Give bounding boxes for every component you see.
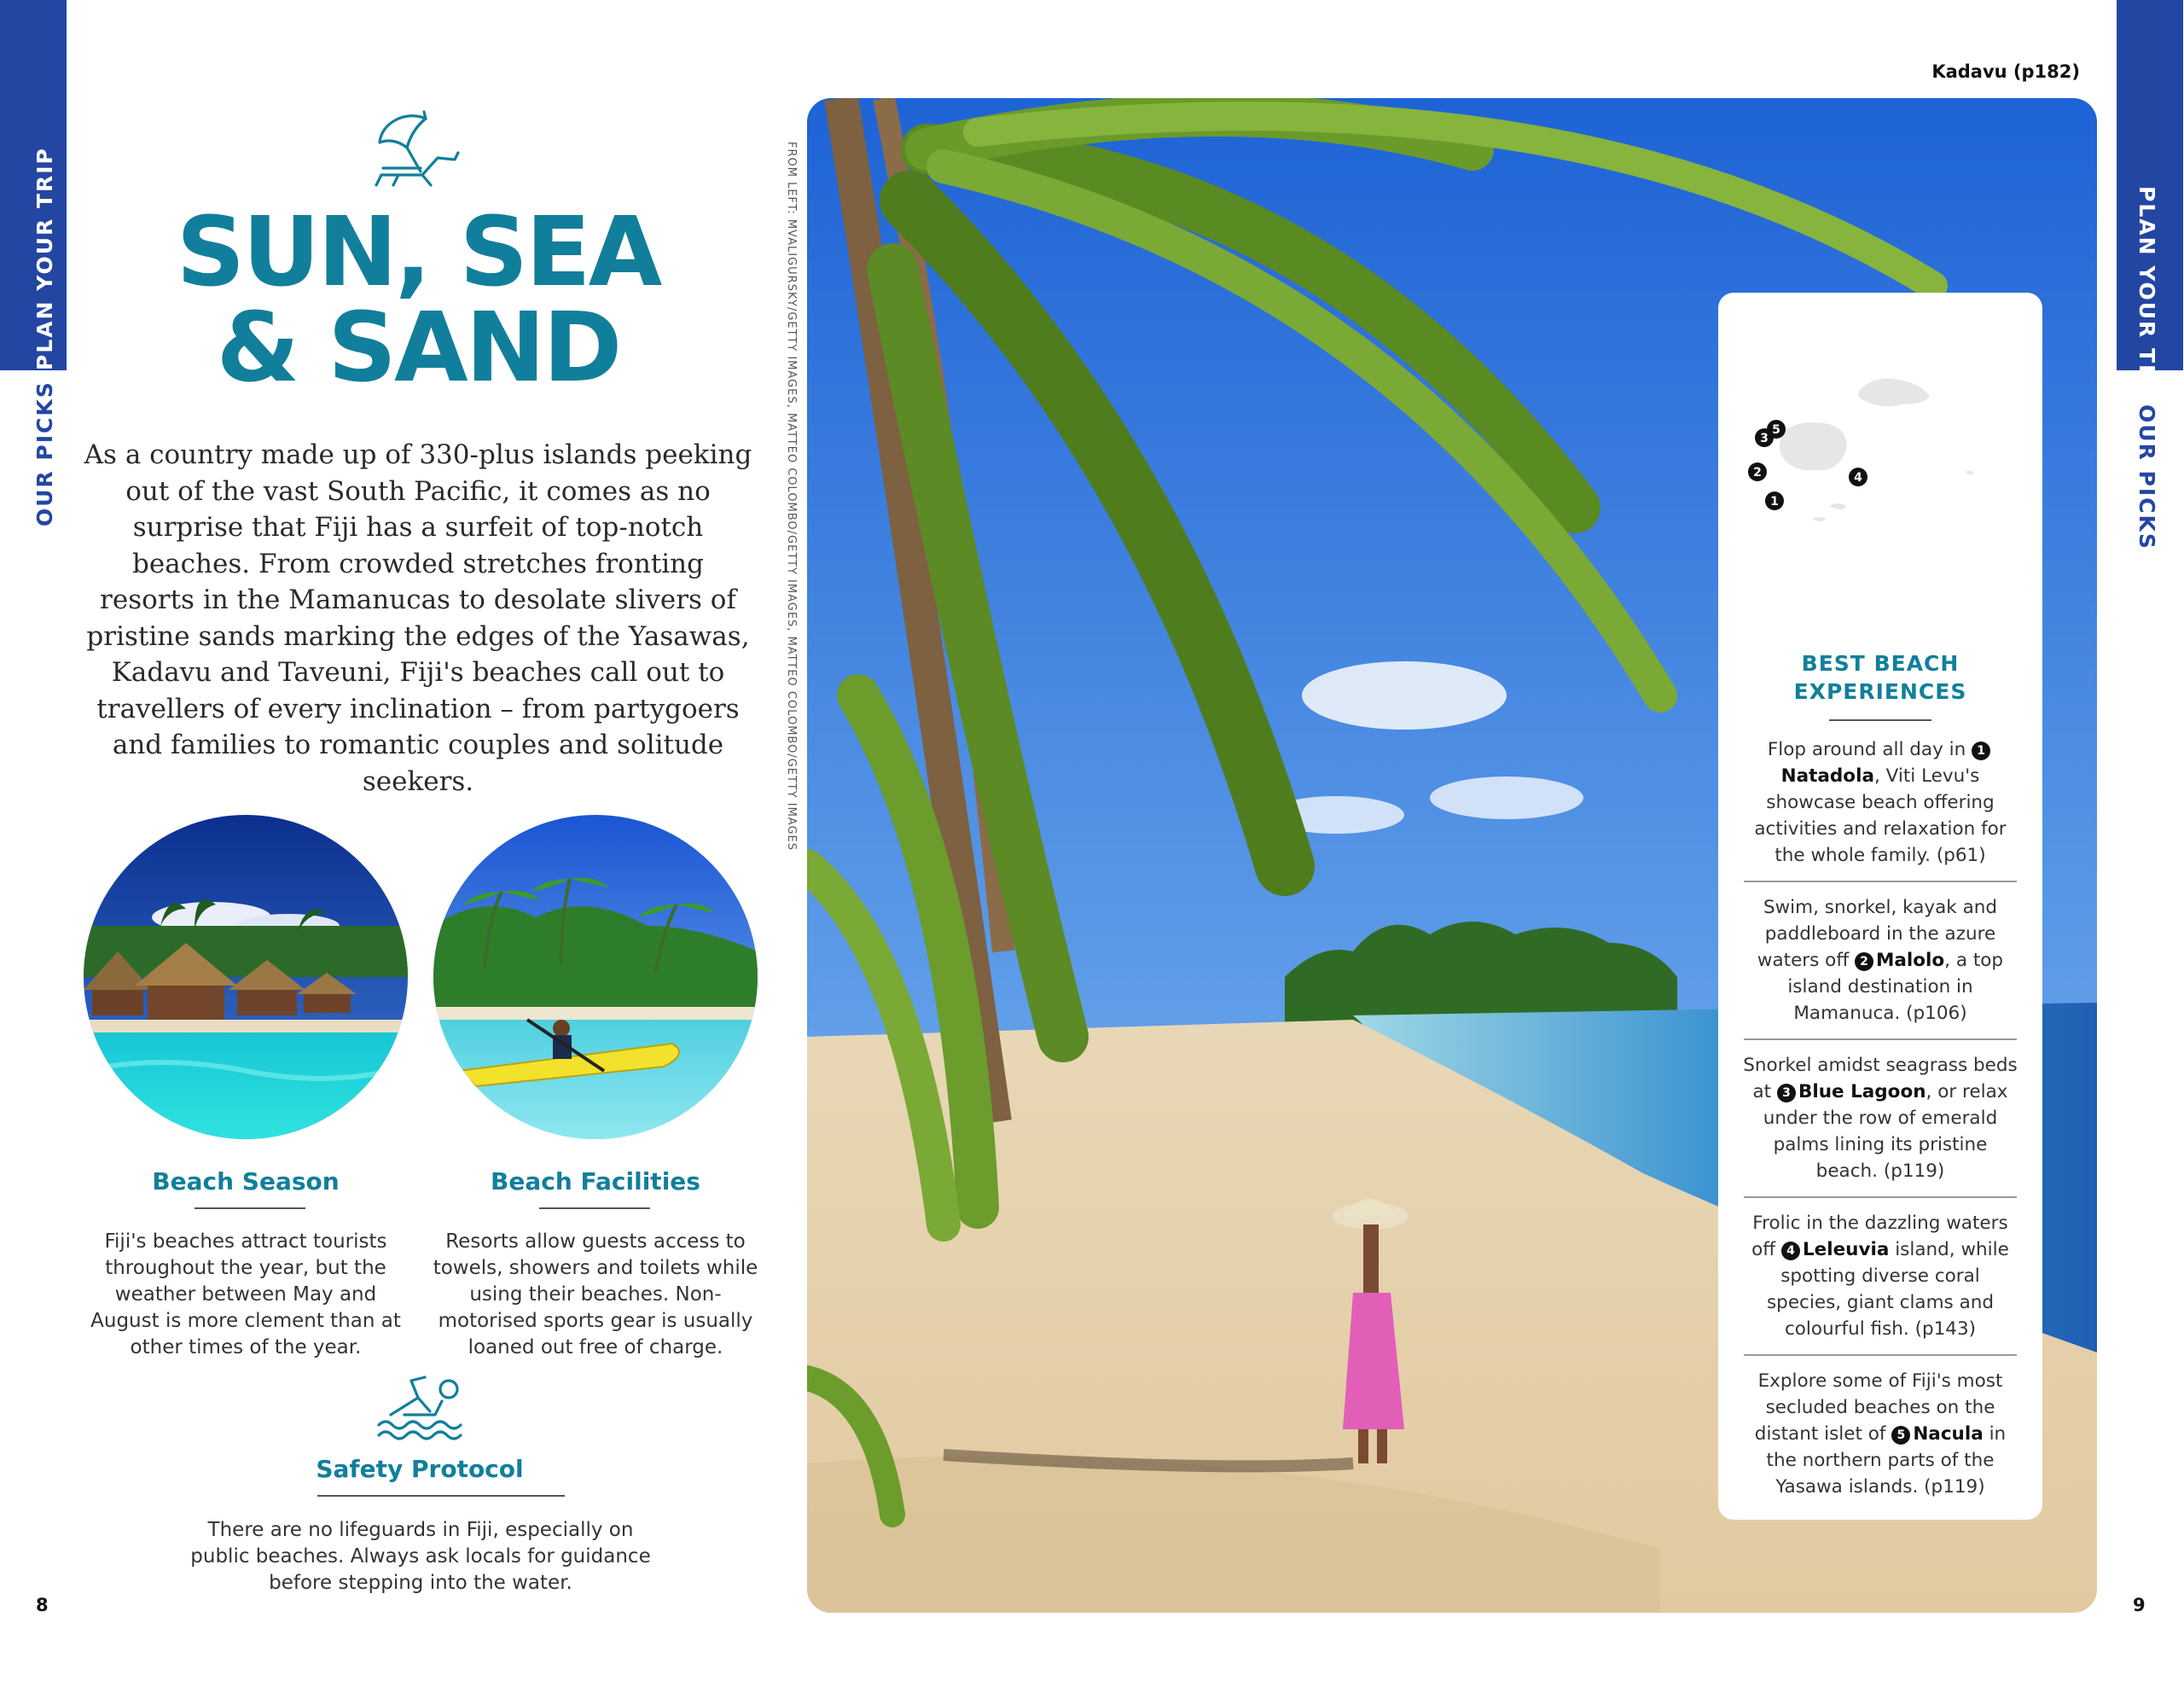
swimmer-icon: [375, 1376, 468, 1440]
headline-line-2: & SAND: [216, 293, 620, 404]
map-marker-4: 4: [1854, 471, 1862, 485]
plan-your-trip-label-right: PLAN YOUR TRIP: [2135, 186, 2159, 410]
card-title-rule: [1829, 719, 1931, 721]
beach-season-title: Beach Season: [152, 1167, 340, 1195]
page-number-right: 9: [2133, 1595, 2146, 1615]
pick-malolo: Swim, snorkel, kayak and paddleboard in the azure waters off 2 Malolo, a top island destination in Mamanuca. (p106): [1757, 897, 2004, 1024]
intro-paragraph: As a country made up of 330-plus islands peeking out of the vast South Pacific, it comes as no surprise that Fiji has a surfeit of top-notch beaches. From crowded stretches fronting resorts in the Mamanucas to desolate slivers of pristine sands marking the edges of the Yasawas, Kadavu and Taveuni, Fiji's beaches call out to travellers of every inclination – from partygoers and families to romantic couples and solitude seekers.: [84, 439, 752, 797]
card-divider: [1744, 1354, 2017, 1356]
map-marker-3: 3: [1760, 432, 1769, 445]
card-title: BEST BEACH EXPERIENCES: [1793, 651, 1967, 704]
map-marker-5: 5: [1772, 423, 1780, 437]
pick-nacula: Explore some of Fiji's most secluded beaches on the distant islet of 5 Nacula in the northern parts of the Yasawa islands. (p119): [1754, 1370, 2007, 1498]
safety-protocol-rule: [317, 1495, 565, 1497]
beach-facilities-rule: [539, 1207, 650, 1209]
fiji-locator-map: [1735, 369, 2025, 540]
photo-credit: FROM LEFT: MVALIGURSKY/GETTY IMAGES, MATTEO COLOMBO/GETTY IMAGES, MATTEO COLOMBO/GETTY IMAGES: [785, 142, 798, 852]
photo-caption: Kadavu (p182): [1931, 61, 2080, 82]
pick-leleuvia: Frolic in the dazzling waters off 4 Leleuvia island, while spotting diverse coral species, giant clams and colourful fish. (p143): [1751, 1213, 2009, 1340]
pick-natadola: Flop around all day in 1Natadola, Viti Levu's showcase beach offering activities and relaxation for the whole family. (p61): [1754, 739, 2007, 866]
card-divider: [1744, 881, 2017, 882]
map-marker-1: 1: [1770, 495, 1779, 509]
beach-umbrella-chair-icon: [373, 107, 467, 192]
safety-protocol-text: There are no lifeguards in Fiji, especially on public beaches. Always ask locals for guidance before stepping into the water.: [190, 1519, 651, 1594]
our-picks-label-right: OUR PICKS: [2135, 404, 2159, 550]
beach-season-rule: [195, 1207, 305, 1209]
pick-blue-lagoon: Snorkel amidst seagrass beds at 3 Blue Lagoon, or relax under the row of emerald palms lining its pristine beach. (p119): [1743, 1055, 2018, 1182]
beach-facilities-title: Beach Facilities: [491, 1167, 700, 1195]
map-marker-2: 2: [1753, 466, 1762, 480]
card-divider: [1744, 1196, 2017, 1198]
page-number-left: 8: [36, 1595, 49, 1615]
safety-protocol-title: Safety Protocol: [316, 1455, 524, 1483]
beach-facilities-text: Resorts allow guests access to towels, showers and toilets while using their beaches. Non-motorised sports gear is usually loaned out free of charge.: [433, 1230, 758, 1358]
card-divider: [1744, 1038, 2017, 1040]
our-picks-label-left: OUR PICKS: [32, 381, 57, 526]
headline-line-1: SUN, SEA: [176, 197, 660, 308]
beach-season-text: Fiji's beaches attract tourists throughout the year, but the weather between May and August is more clement than at other times of the year.: [90, 1230, 401, 1358]
kayak-photo: [433, 815, 758, 1139]
best-beach-experiences-card: [1718, 293, 2042, 1520]
page-headline: [102, 197, 734, 404]
beach-bungalows-photo: [84, 815, 408, 1139]
plan-your-trip-label-left: PLAN YOUR TRIP: [32, 147, 57, 370]
